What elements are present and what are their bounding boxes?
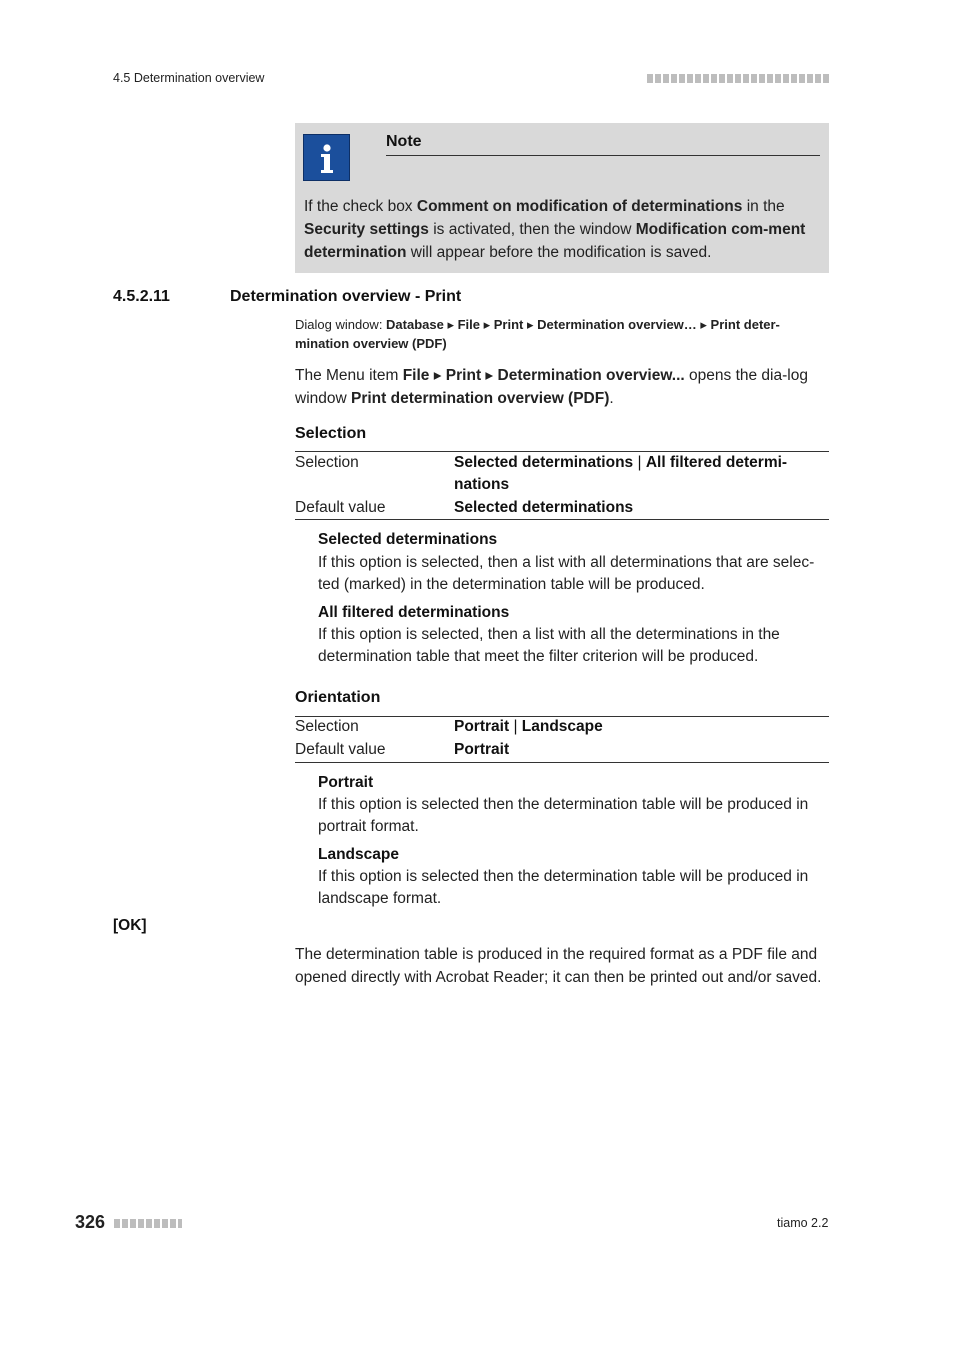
note-divider xyxy=(386,155,820,156)
section-title: Determination overview - Print xyxy=(230,288,462,305)
orientation-values: Portrait | Landscape xyxy=(454,718,603,735)
info-icon xyxy=(303,134,350,181)
selection-label: Selection xyxy=(295,454,359,471)
orientation-bottom-rule xyxy=(295,762,829,763)
header-decoration xyxy=(647,74,829,83)
orientation-heading: Orientation xyxy=(295,689,381,706)
selection-default-value: Selected determinations xyxy=(454,499,634,516)
selection-default-label: Default value xyxy=(295,499,386,516)
option-text: If this option is selected then the determination table will be produced in portrait format. xyxy=(318,796,809,835)
ok-button-label: [OK] xyxy=(113,917,147,934)
dialog-path: Dialog window: Database ▸ File ▸ Print ▸ Determination overview… ▸ Print deter-mination overview (PDF) xyxy=(295,317,780,351)
intro-paragraph: The Menu item File ▸ Print ▸ Determination overview... opens the dia-log window Print determination overview (PDF). xyxy=(295,367,808,407)
section-number: 4.5.2.11 xyxy=(113,288,170,305)
option-text: If this option is selected then the determination table will be produced in landscape format. xyxy=(318,868,809,907)
option-text: If this option is selected, then a list with all the determinations in the determination table that meet the filter criterion will be produced. xyxy=(318,626,780,665)
note-text: If the check box Comment on modification of determinations in the Security settings is activated, then the window Modification com-ment determination will appear before the modification is saved. xyxy=(304,198,806,261)
ok-description: The determination table is produced in the required format as a PDF file and opened directly with Acrobat Reader; it can then be printed out and/or saved. xyxy=(295,946,822,986)
note-title: Note xyxy=(386,133,422,150)
selection-values: Selected determinations | All filtered determi-nations xyxy=(454,454,788,493)
orientation-default-label: Default value xyxy=(295,741,386,758)
selection-heading: Selection xyxy=(295,425,367,442)
option-title: Selected determinations xyxy=(318,531,498,548)
orientation-default-value: Portrait xyxy=(454,741,510,758)
option-title: Portrait xyxy=(318,774,374,791)
product-name: tiamo 2.2 xyxy=(777,1216,829,1230)
orientation-label: Selection xyxy=(295,718,359,735)
option-text: If this option is selected, then a list with all determinations that are selec-ted (marked) in the determination table will be produced. xyxy=(318,554,815,593)
page-number: 326 xyxy=(75,1212,106,1232)
option-title: Landscape xyxy=(318,846,399,863)
option-title: All filtered determinations xyxy=(318,604,510,621)
running-header: 4.5 Determination overview xyxy=(113,71,265,85)
selection-bottom-rule xyxy=(295,519,829,520)
footer-decoration xyxy=(114,1219,182,1228)
